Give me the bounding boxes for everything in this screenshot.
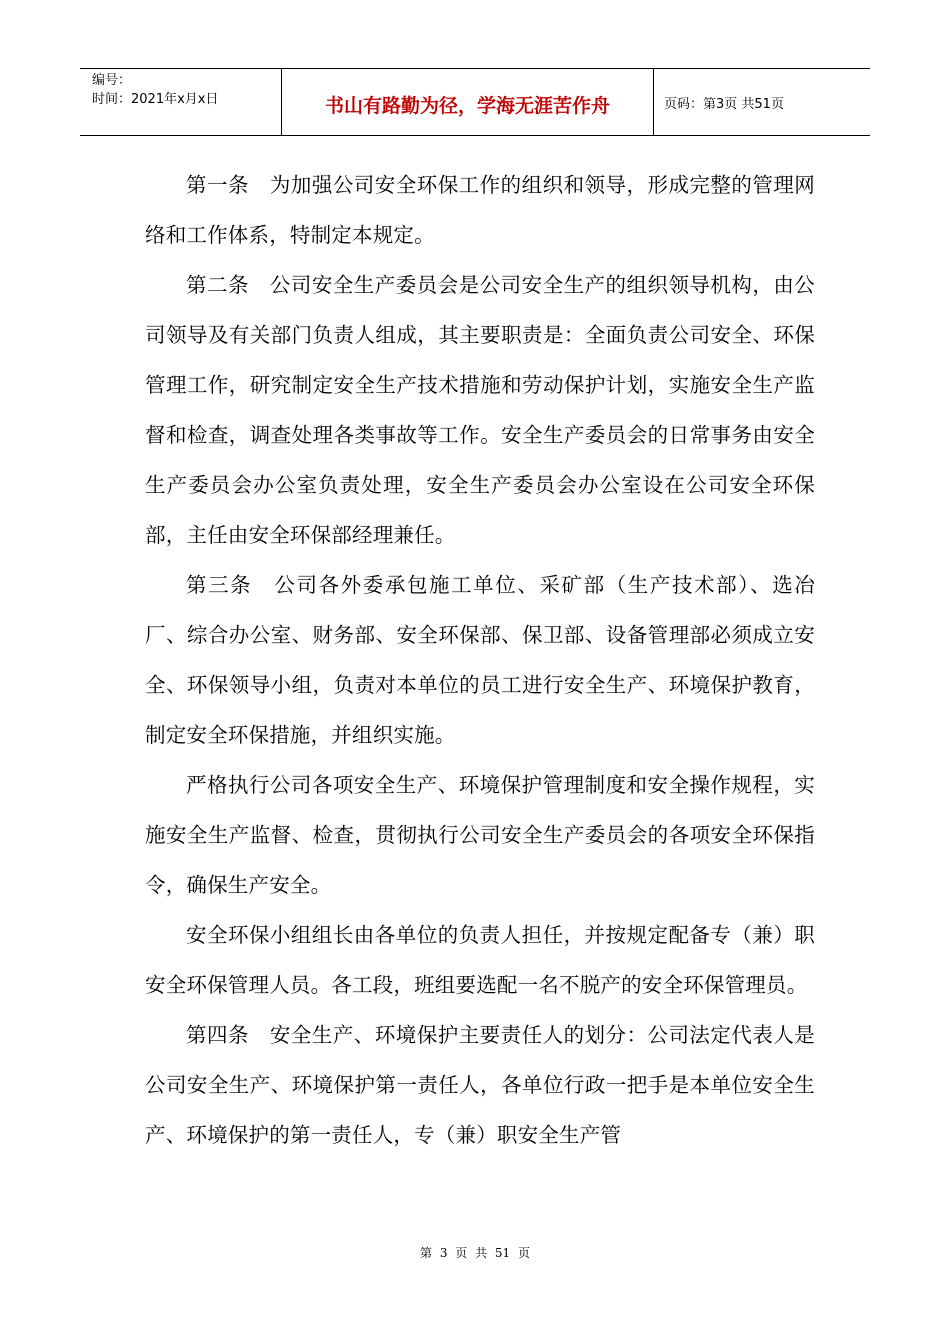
paragraph-article-3: 第三条 公司各外委承包施工单位、采矿部（生产技术部）、选冶厂、综合办公室、财务部、安全环保部、保卫部、设备管理部必须成立安全、环保领导小组，负责对本单位的员工进行安全生产、环境保护教育，制定安全环保措施，并组织实施。 bbox=[145, 573, 815, 747]
page-header bbox=[80, 68, 870, 136]
header-meta bbox=[80, 69, 282, 135]
paragraph-article-4: 第四条 安全生产、环境保护主要责任人的划分：公司法定代表人是公司安全生产、环境保护第一责任人，各单位行政一把手是本单位安全生产、环境保护的第一责任人，专（兼）职安全生产管 bbox=[145, 1023, 815, 1147]
paragraph-team-leader: 安全环保小组组长由各单位的负责人担任，并按规定配备专（兼）职安全环保管理人员。各工段，班组要选配一名不脱产的安全环保管理员。 bbox=[145, 923, 815, 997]
paragraph-article-2: 第二条 公司安全生产委员会是公司安全生产的组织领导机构，由公司领导及有关部门负责人组成，其主要职责是：全面负责公司安全、环保管理工作，研究制定安全生产技术措施和劳动保护计划，实施安全生产监督和检查，调查处理各类事故等工作。安全生产委员会的日常事务由安全生产委员会办公室负责处理，安全生产委员会办公室设在公司安全环保部，主任由安全环保部经理兼任。 bbox=[145, 273, 815, 547]
document-body bbox=[145, 160, 815, 1160]
paragraph-execution: 严格执行公司各项安全生产、环境保护管理制度和安全操作规程，实施安全生产监督、检查，贯彻执行公司安全生产委员会的各项安全环保指令，确保生产安全。 bbox=[145, 773, 815, 897]
header-page-info: 页码：第3页 共51页 bbox=[664, 96, 784, 112]
page-footer: 第 3 页 共 51 页 bbox=[420, 1246, 530, 1260]
document-date: 时间：2021年x月x日 bbox=[92, 92, 219, 107]
paragraph-article-1: 第一条 为加强公司安全环保工作的组织和领导，形成完整的管理网络和工作体系，特制定本规定。 bbox=[145, 173, 815, 247]
header-motto: 书山有路勤为径，学海无涯苦作舟 bbox=[282, 69, 654, 135]
document-number-label: 编号： bbox=[92, 73, 132, 88]
